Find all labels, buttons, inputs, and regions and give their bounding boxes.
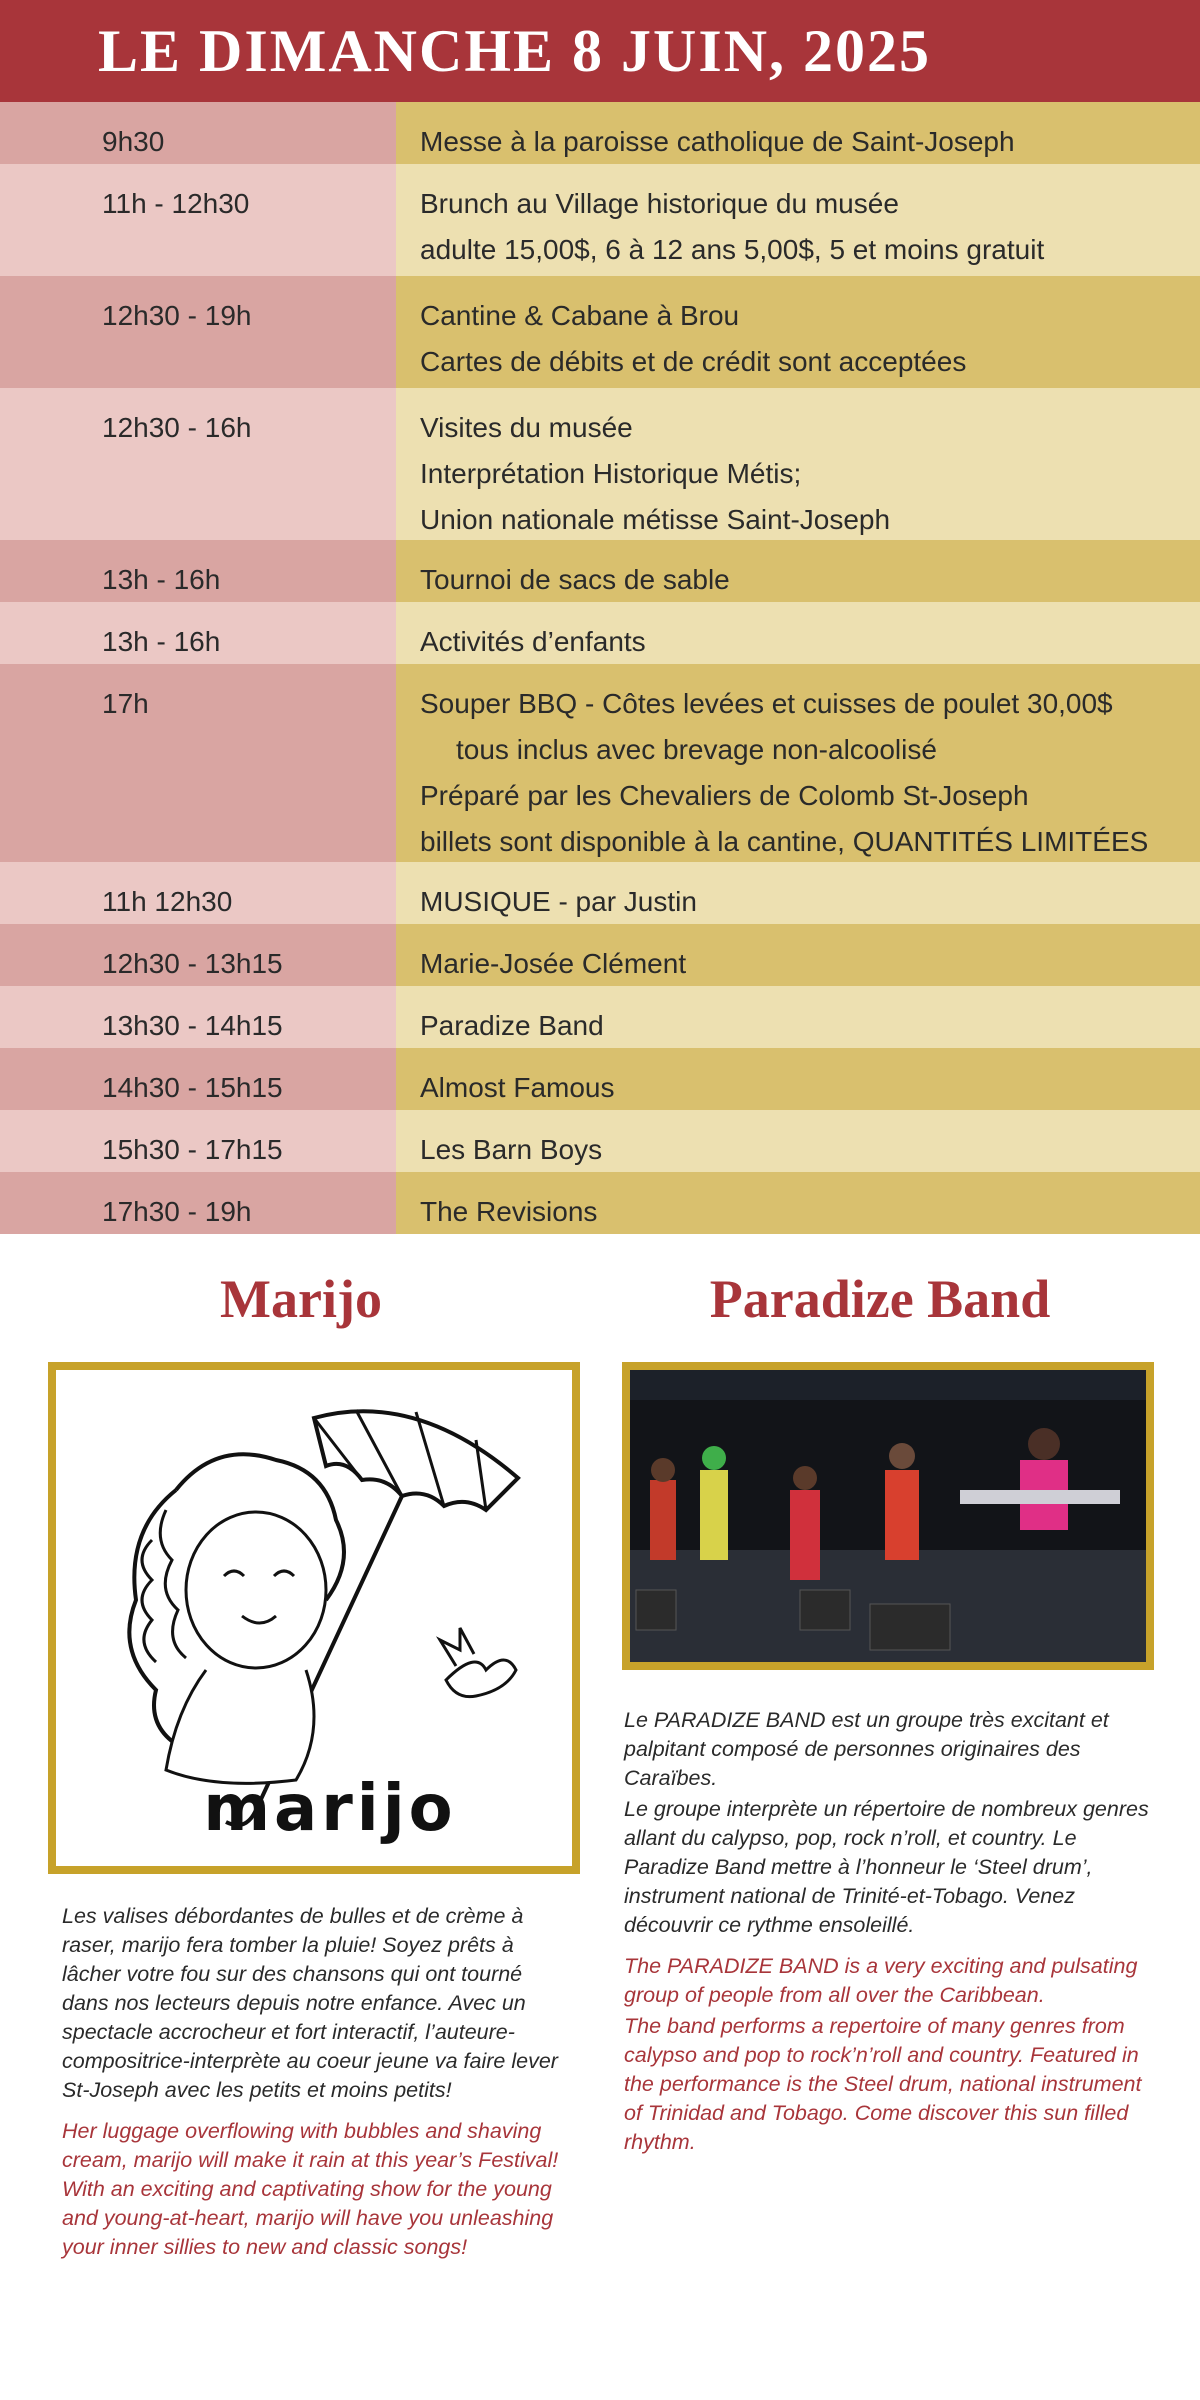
schedule-description-line: Cantine & Cabane à Brou bbox=[420, 300, 740, 331]
schedule-row bbox=[0, 102, 1200, 164]
schedule-time: 15h30 - 17h15 bbox=[0, 1110, 396, 1172]
schedule-row bbox=[0, 986, 1200, 1048]
schedule-description-line: adulte 15,00$, 6 à 12 ans 5,00$, 5 et moins gratuit bbox=[420, 234, 1045, 265]
schedule-description bbox=[396, 1048, 1200, 1110]
schedule-description bbox=[396, 924, 1200, 986]
schedule-description-line: Almost Famous bbox=[420, 1072, 615, 1103]
paradize-title: Paradize Band bbox=[709, 1269, 1051, 1329]
schedule-time: 12h30 - 19h bbox=[0, 276, 396, 388]
schedule-time: 12h30 - 13h15 bbox=[0, 924, 396, 986]
schedule-description-line: Visites du musée bbox=[420, 412, 633, 443]
schedule-description-line: Marie-Josée Clément bbox=[420, 948, 687, 979]
schedule-row bbox=[0, 924, 1200, 986]
schedule-description-line: Préparé par les Chevaliers de Colomb St-Joseph bbox=[420, 780, 1029, 811]
schedule-description bbox=[396, 1110, 1200, 1172]
schedule-description-line: Messe à la paroisse catholique de Saint-Joseph bbox=[420, 126, 1015, 157]
schedule-time: 13h30 - 14h15 bbox=[0, 986, 396, 1048]
schedule-description bbox=[396, 664, 1200, 862]
schedule-description-line: Tournoi de sacs de sable bbox=[420, 564, 730, 595]
schedule-row bbox=[0, 164, 1200, 276]
paradize-description bbox=[624, 1706, 1154, 2169]
schedule-description-line: Paradize Band bbox=[420, 1010, 604, 1041]
schedule-row bbox=[0, 388, 1200, 540]
paradize-text-fr-1: Le PARADIZE BAND est un groupe très excitant et palpitant composé de personnes originaires des Caraïbes. bbox=[624, 1708, 1109, 1790]
schedule-description-line: tous inclus avec brevage non-alcoolisé bbox=[456, 734, 937, 765]
paradize-text-en-1: The PARADIZE BAND is a very exciting and pulsating group of people from all over the Caribbean. bbox=[624, 1954, 1138, 2007]
schedule-description bbox=[396, 602, 1200, 664]
schedule-description bbox=[396, 164, 1200, 276]
marijo-description bbox=[62, 1902, 574, 2274]
paradize-band-photo bbox=[630, 1370, 1146, 1662]
schedule-description-line: Souper BBQ - Côtes levées et cuisses de poulet 30,00$ bbox=[420, 688, 1113, 719]
schedule-description-line: Activités d’enfants bbox=[420, 626, 646, 657]
schedule-time: 9h30 bbox=[0, 102, 396, 164]
schedule-description-line: Les Barn Boys bbox=[420, 1134, 603, 1165]
marijo-logo-frame bbox=[48, 1362, 580, 1874]
schedule-row bbox=[0, 1110, 1200, 1172]
schedule-time: 13h - 16h bbox=[0, 602, 396, 664]
schedule-description bbox=[396, 862, 1200, 924]
schedule-time: 13h - 16h bbox=[0, 540, 396, 602]
schedule-description-line: Cartes de débits et de crédit sont acceptées bbox=[420, 346, 967, 377]
schedule-time: 17h30 - 19h bbox=[0, 1172, 396, 1234]
schedule-row bbox=[0, 276, 1200, 388]
paradize-photo-frame bbox=[622, 1362, 1154, 1670]
schedule-description-line: Brunch au Village historique du musée bbox=[420, 188, 899, 219]
marijo-text-fr: Les valises débordantes de bulles et de crème à raser, marijo fera tomber la pluie! Soyez prêts à lâcher votre fou sur des chansons qui ont tourné dans nos lecteurs depuis notre enfance. Avec un spectacle accrocheur et fort interactif, l’auteure-compositrice-interprète au coeur jeune va faire lever St-Joseph avec les petits et moins petits! bbox=[62, 1904, 558, 2102]
schedule-description bbox=[396, 276, 1200, 388]
schedule-time: 11h - 12h30 bbox=[0, 164, 396, 276]
marijo-text-en: Her luggage overflowing with bubbles and shaving cream, marijo will make it rain at this year’s Festival! With an exciting and captivating show for the young and young-at-heart, marijo will have you unleashing your inner sillies to new and classic songs! bbox=[62, 2119, 559, 2259]
paradize-text-fr-2: Le groupe interprète un répertoire de nombreux genres allant du calypso, pop, rock n’roll, et country. Le Paradize Band mettre à l’honneur le ‘Steel drum’, instrument national de Trinité-et-Tobago. Venez découvrir ce rythme ensoleillé. bbox=[624, 1797, 1149, 1937]
schedule-row bbox=[0, 664, 1200, 862]
schedule-row bbox=[0, 540, 1200, 602]
marijo-title: Marijo bbox=[220, 1269, 382, 1329]
page-title: LE DIMANCHE 8 JUIN, 2025 bbox=[0, 0, 1200, 102]
schedule-description bbox=[396, 540, 1200, 602]
schedule-description bbox=[396, 1172, 1200, 1234]
schedule-time: 17h bbox=[0, 664, 396, 862]
schedule-description-line: MUSIQUE - par Justin bbox=[420, 886, 697, 917]
schedule-description-line: Interprétation Historique Métis; bbox=[420, 458, 802, 489]
schedule-time: 12h30 - 16h bbox=[0, 388, 396, 540]
schedule-description bbox=[396, 388, 1200, 540]
schedule-description bbox=[396, 986, 1200, 1048]
schedule-description-line: billets sont disponible à la cantine, QUANTITÉS LIMITÉES bbox=[420, 826, 1149, 857]
schedule-description-line: Union nationale métisse Saint-Joseph bbox=[420, 504, 891, 535]
schedule-row bbox=[0, 1172, 1200, 1234]
schedule-time: 14h30 - 15h15 bbox=[0, 1048, 396, 1110]
paradize-text-en-2: The band performs a repertoire of many genres from calypso and pop to rock’n’roll and country. Featured in the performance is the Steel drum, national instrument of Trinidad and Tobago. Come discover this sun filled rhythm. bbox=[624, 2014, 1142, 2154]
schedule-table bbox=[0, 102, 1200, 1234]
marijo-logo-text: marijo bbox=[203, 1772, 457, 1846]
schedule-time: 11h 12h30 bbox=[0, 862, 396, 924]
schedule-description-line: The Revisions bbox=[420, 1196, 598, 1227]
schedule-row bbox=[0, 1048, 1200, 1110]
schedule-row bbox=[0, 862, 1200, 924]
schedule-row bbox=[0, 602, 1200, 664]
schedule-description bbox=[396, 102, 1200, 164]
